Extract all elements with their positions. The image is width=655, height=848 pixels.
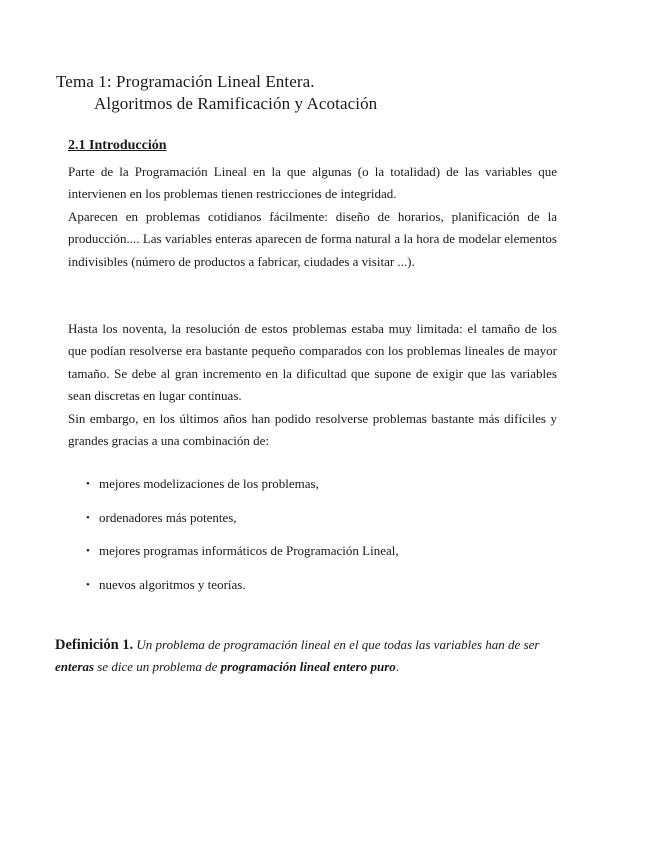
paragraph-history: Hasta los noventa, la resolución de estos problemas estaba muy limitada: el tamaño de los que podían resolverse era bastante pequeño comparados con los problemas lineales de mayor tamaño. Se debe al gran incremento en la dificultad que supone de exigir que las variables sean discretas en lugar continuas. bbox=[68, 321, 557, 404]
bullet-icon: • bbox=[86, 478, 90, 490]
definition-label: Definición 1. bbox=[55, 637, 134, 653]
bullet-icon: • bbox=[86, 545, 90, 557]
list-item bbox=[86, 507, 399, 541]
list-item-text: nuevos algoritmos y teorías. bbox=[99, 576, 246, 592]
list-item bbox=[86, 473, 399, 507]
definition-block bbox=[55, 634, 555, 678]
list-item bbox=[86, 574, 399, 608]
list-item-text: mejores modelizaciones de los problemas, bbox=[99, 476, 319, 491]
list-item-text: ordenadores más potentes, bbox=[99, 509, 237, 525]
bullet-icon: • bbox=[86, 578, 90, 591]
definition-end: . bbox=[395, 659, 400, 674]
list-item bbox=[86, 540, 399, 574]
section-heading: 2.1 Introducción bbox=[68, 138, 167, 153]
definition-emphasis-enteras: enteras bbox=[55, 659, 94, 674]
paragraph-applications: Aparecen en problemas cotidianos fácilmente: diseño de horarios, planificación de la producción.... Las variables enteras aparecen de forma natural a la hora de modelar elementos indivisibles (número de productos a fabricar, ciudades a visitar ...). bbox=[68, 209, 557, 269]
definition-emphasis-term: programación lineal entero puro bbox=[220, 659, 396, 674]
bullet-list bbox=[86, 473, 399, 607]
list-item-text: mejores programas informáticos de Programación Lineal, bbox=[99, 543, 399, 558]
bullet-icon: • bbox=[86, 511, 90, 524]
title-line-2: Algoritmos de Ramificación y Acotación bbox=[94, 94, 378, 113]
paragraph-definition-intro: Parte de la Programación Lineal en la que algunas (o la totalidad) de las variables que intervienen en los problemas tienen restricciones de integridad. bbox=[68, 164, 557, 202]
definition-text-1: Un problema de programación lineal en el que todas las variables han de ser bbox=[136, 637, 540, 652]
paragraph-recent-progress: Sin embargo, en los últimos años han podido resolverse problemas bastante más difíciles y grandes gracias a una combinación de: bbox=[68, 411, 557, 449]
definition-text-2: se dice un problema de bbox=[97, 659, 218, 674]
title-line-1: Tema 1: Programación Lineal Entera. bbox=[56, 72, 315, 91]
